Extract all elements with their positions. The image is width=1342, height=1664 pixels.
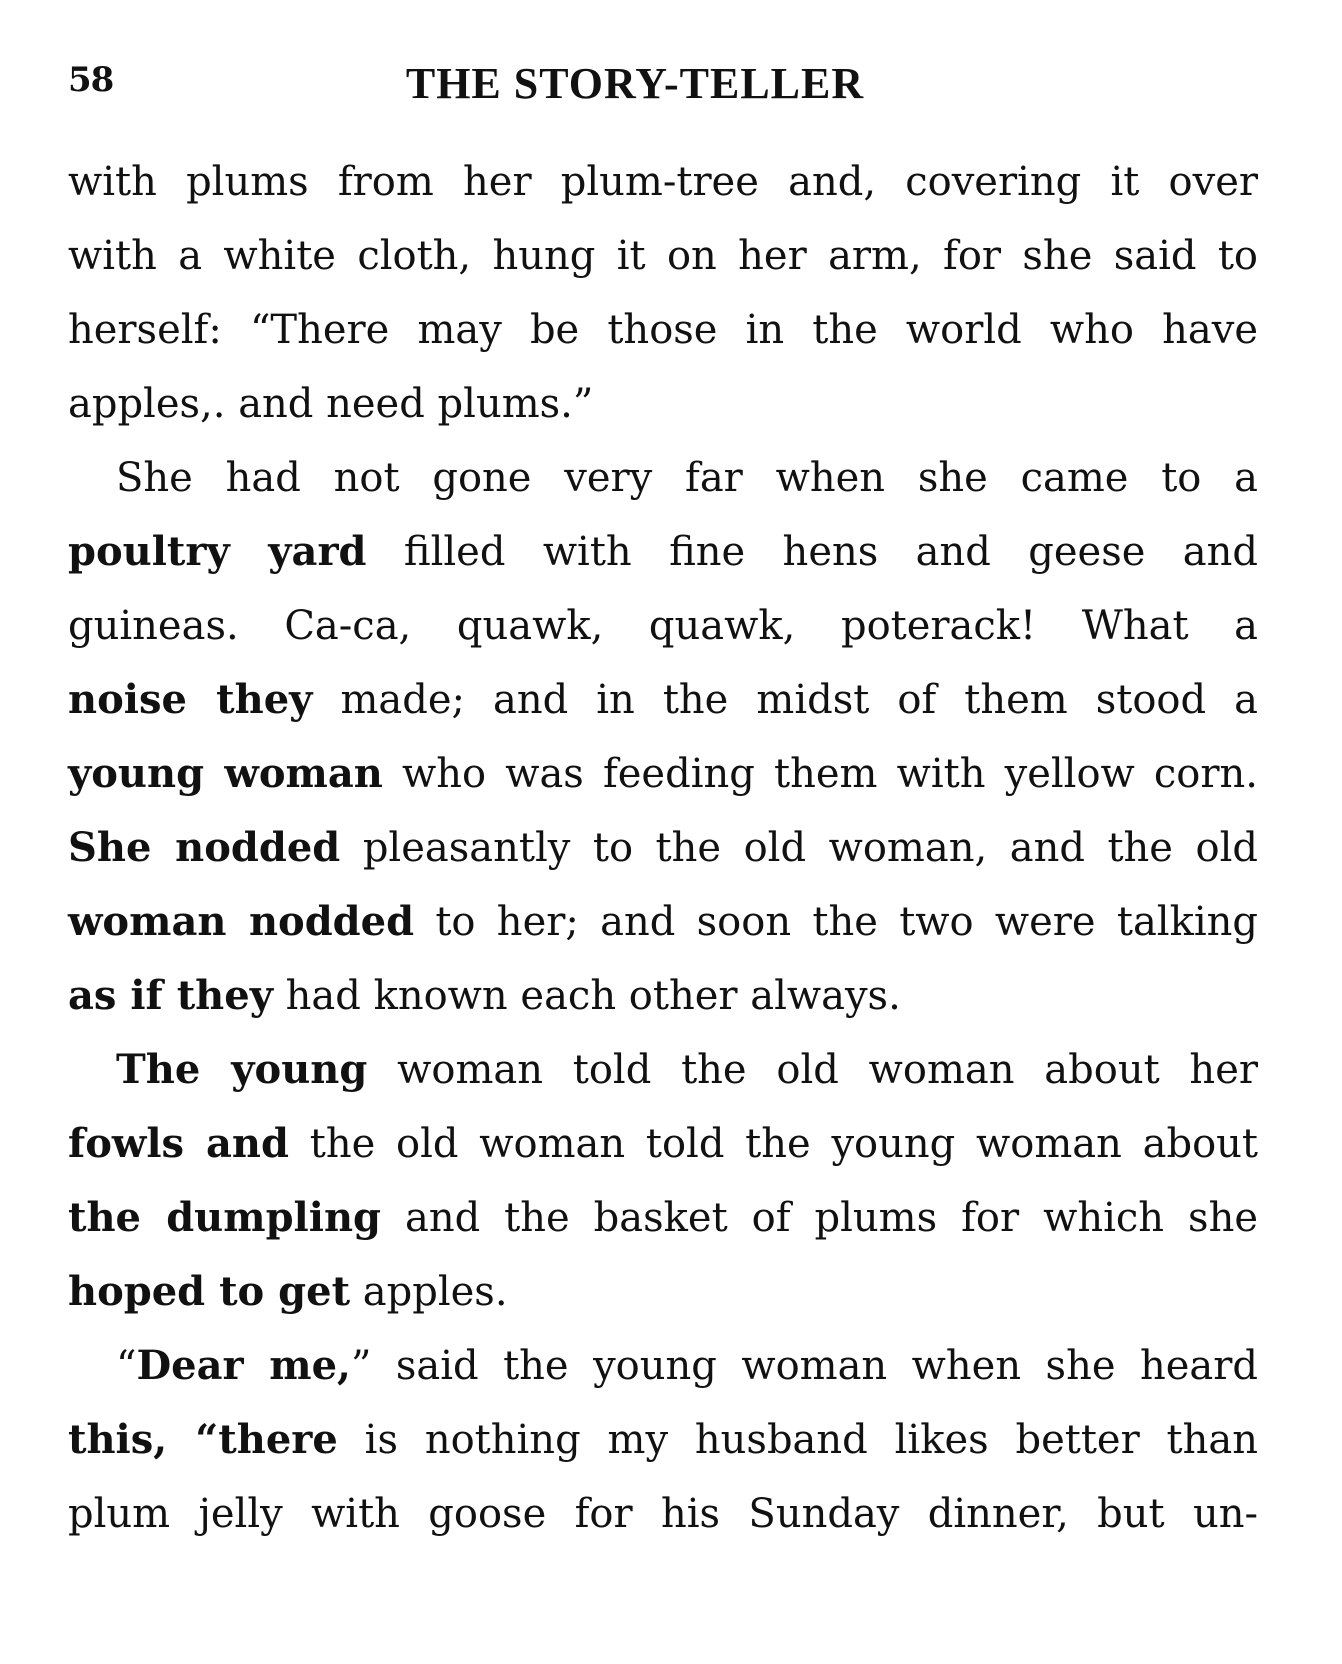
line-text: with a white cloth, hung it on her arm, for she said to	[68, 233, 1258, 279]
line-text: guineas. Ca-ca, quawk, quawk, poterack! What a	[68, 603, 1258, 649]
line-text: woman told the old woman about her	[367, 1047, 1258, 1093]
text-line	[68, 1255, 1258, 1329]
line-bold: Dear me,	[136, 1342, 351, 1389]
line-bold: poultry yard	[68, 528, 367, 575]
text-line	[68, 1181, 1258, 1255]
line-text: apples.	[350, 1269, 508, 1315]
text-line	[68, 515, 1258, 589]
text-line	[68, 1477, 1258, 1551]
line-text: made; and in the midst of them stood a	[312, 677, 1258, 723]
text-line	[68, 145, 1258, 219]
line-bold: woman nodded	[68, 898, 415, 945]
page-header	[68, 58, 1258, 110]
text-line	[68, 737, 1258, 811]
text-line	[68, 959, 1258, 1033]
text-line	[68, 885, 1258, 959]
text-line	[68, 1403, 1258, 1477]
page-number: 58	[68, 60, 114, 100]
line-text: had known each other always.	[272, 973, 901, 1019]
text-line	[68, 1033, 1258, 1107]
line-text: herself: “There may be those in the world who have	[68, 307, 1258, 353]
line-text: She had not gone very far when she came to a	[116, 455, 1258, 501]
line-text: and the basket of plums for which she	[381, 1195, 1259, 1241]
line-prefix: “	[116, 1343, 137, 1389]
line-text: filled with fine hens and geese and	[366, 529, 1258, 575]
line-bold: hoped to get	[68, 1268, 351, 1315]
line-bold: young woman	[68, 750, 383, 797]
line-text: apples,. and need plums.”	[68, 381, 594, 427]
text-line	[68, 663, 1258, 737]
line-text: who was feeding them with yellow corn.	[382, 751, 1258, 797]
line-text: is nothing my husband likes better than	[337, 1417, 1259, 1463]
line-bold: She nodded	[68, 824, 341, 871]
line-bold: The young	[116, 1046, 368, 1093]
line-text: plum jelly with goose for his Sunday dinner, but un-	[68, 1491, 1258, 1537]
line-text: the old woman told the young woman about	[288, 1121, 1258, 1167]
line-bold: as if they	[68, 972, 273, 1019]
line-bold: the dumpling	[68, 1194, 381, 1241]
body-text	[68, 145, 1258, 1551]
line-bold: fowls and	[68, 1120, 289, 1167]
text-line	[68, 441, 1258, 515]
text-line	[68, 219, 1258, 293]
running-head: THE STORY-TELLER	[405, 59, 865, 108]
text-line	[68, 1329, 1258, 1403]
line-bold: this, “there	[68, 1416, 338, 1463]
line-text: pleasantly to the old woman, and the old	[340, 825, 1258, 871]
line-text: to her; and soon the two were talking	[414, 899, 1258, 945]
text-line	[68, 1107, 1258, 1181]
text-line	[68, 293, 1258, 367]
line-text: ” said the young woman when she heard	[350, 1343, 1258, 1389]
text-line	[68, 589, 1258, 663]
text-line	[68, 367, 1258, 441]
line-bold: noise they	[68, 676, 313, 723]
line-text: with plums from her plum-tree and, covering it over	[68, 159, 1258, 205]
text-line	[68, 811, 1258, 885]
